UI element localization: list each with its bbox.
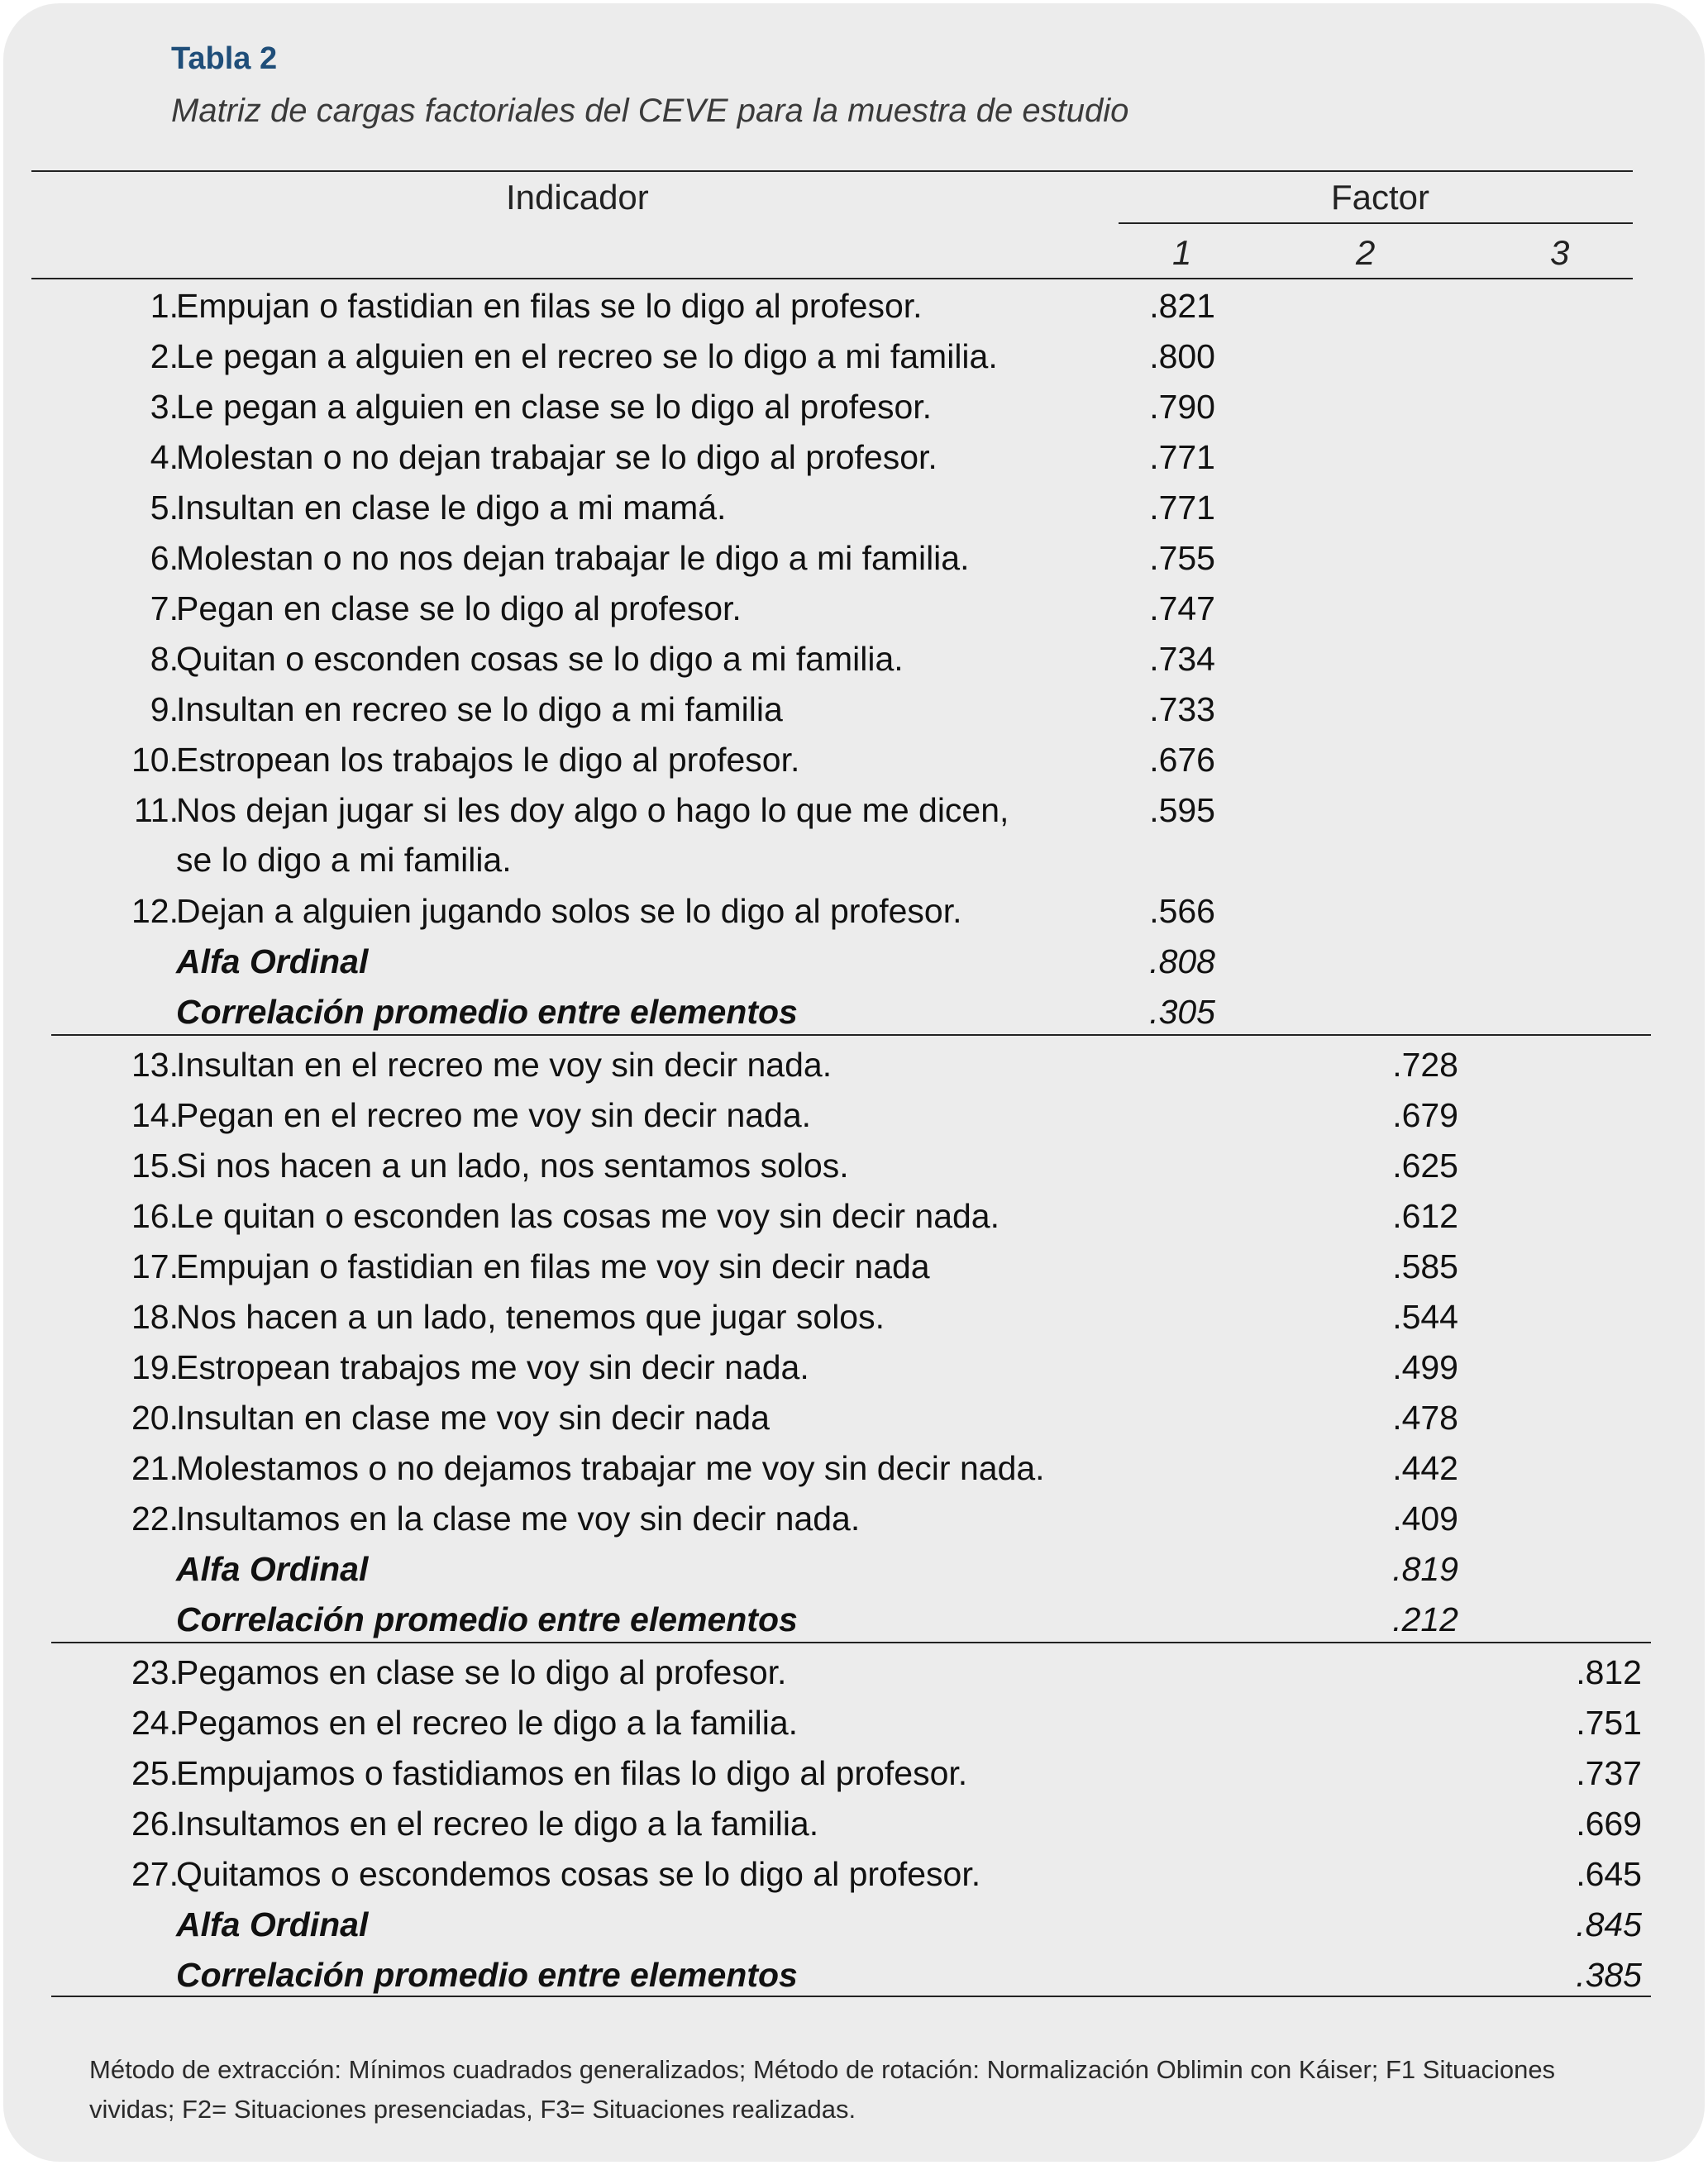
alpha-label: Alfa Ordinal xyxy=(176,1550,369,1588)
item-text: Le pegan a alguien en el recreo se lo digo a mi familia. xyxy=(176,337,998,375)
item-loading: .790 xyxy=(1149,388,1215,426)
item-text: Empujan o fastidian en filas me voy sin decir nada xyxy=(176,1247,930,1285)
item-text: Pegan en el recreo me voy sin decir nada. xyxy=(176,1096,812,1134)
top-rule xyxy=(31,170,1633,172)
item-loading: .595 xyxy=(1149,791,1215,829)
correlation-row xyxy=(0,1595,1708,1644)
item-text: Insultamos en la clase me voy sin decir nada. xyxy=(176,1500,861,1538)
table-row xyxy=(0,1090,1708,1140)
table-row xyxy=(0,684,1708,734)
item-number: 2. xyxy=(150,337,179,375)
header-bottom-rule xyxy=(31,278,1633,279)
item-text: Quitamos o escondemos cosas se lo digo al profesor. xyxy=(176,1855,981,1893)
table-row xyxy=(0,1494,1708,1543)
correlation-label: Correlación promedio entre elementos xyxy=(176,993,798,1031)
table-row xyxy=(0,1698,1708,1748)
item-number: 25. xyxy=(131,1754,179,1792)
table-row xyxy=(0,1748,1708,1798)
item-number: 3. xyxy=(150,388,179,426)
item-number: 12. xyxy=(131,892,179,930)
item-number: 18. xyxy=(131,1298,179,1336)
group-separator-rule xyxy=(51,1642,1651,1643)
table-row xyxy=(0,1040,1708,1090)
table-row xyxy=(0,331,1708,381)
correlation-value: .305 xyxy=(1149,993,1215,1031)
item-loading: .612 xyxy=(1392,1197,1458,1235)
group-separator-rule xyxy=(51,1996,1651,1997)
item-number: 15. xyxy=(131,1147,179,1185)
item-text: Pegamos en el recreo le digo a la familia. xyxy=(176,1704,799,1742)
item-number: 11. xyxy=(134,791,179,829)
item-text: Empujamos o fastidiamos en filas lo digo al profesor. xyxy=(176,1754,968,1792)
factor-rule xyxy=(1119,222,1633,224)
group-separator-rule xyxy=(51,1034,1651,1036)
table-note: Método de extracción: Mínimos cuadrados generalizados; Método de rotación: Normalización Oblimin con Káiser; F1 Situaciones vividas; F2= Situaciones presenciadas, F3= Situaciones realizadas. xyxy=(89,2055,1556,2124)
table-row xyxy=(0,281,1708,331)
item-loading: .679 xyxy=(1392,1096,1458,1134)
item-text: Nos hacen a un lado, tenemos que jugar solos. xyxy=(176,1298,885,1336)
table-row xyxy=(0,1141,1708,1190)
item-loading: .737 xyxy=(1576,1754,1642,1792)
item-loading: .728 xyxy=(1392,1046,1458,1084)
correlation-label: Correlación promedio entre elementos xyxy=(176,1956,798,1994)
item-text: Nos dejan jugar si les doy algo o hago lo que me dicen, se lo digo a mi familia. xyxy=(176,791,1009,879)
item-number: 9. xyxy=(150,690,179,728)
table-row xyxy=(0,1648,1708,1697)
correlation-row xyxy=(0,1950,1708,2000)
item-number: 1. xyxy=(150,287,179,325)
item-loading: .544 xyxy=(1392,1298,1458,1336)
item-loading: .585 xyxy=(1392,1247,1458,1285)
table-row xyxy=(0,886,1708,936)
item-number: 17. xyxy=(131,1247,179,1285)
correlation-value: .212 xyxy=(1392,1600,1458,1638)
item-loading: .771 xyxy=(1149,489,1215,527)
item-text: Le quitan o esconden las cosas me voy sin decir nada. xyxy=(176,1197,1000,1235)
table-row xyxy=(0,533,1708,583)
item-text: Insultan en el recreo me voy sin decir nada. xyxy=(176,1046,833,1084)
item-text: Le pegan a alguien en clase se lo digo al profesor. xyxy=(176,388,933,426)
item-text: Dejan a alguien jugando solos se lo digo al profesor. xyxy=(176,892,962,930)
factor-col-1: 1 xyxy=(1172,233,1192,272)
table-row xyxy=(0,785,1708,879)
item-loading: .499 xyxy=(1392,1348,1458,1386)
item-number: 21. xyxy=(131,1449,179,1487)
alpha-value: .808 xyxy=(1149,942,1215,980)
item-loading: .734 xyxy=(1149,640,1215,678)
table-row xyxy=(0,1849,1708,1899)
item-text: Estropean trabajos me voy sin decir nada. xyxy=(176,1348,809,1386)
correlation-row xyxy=(0,987,1708,1037)
correlation-label: Correlación promedio entre elementos xyxy=(176,1600,798,1638)
item-number: 23. xyxy=(131,1653,179,1691)
item-loading: .669 xyxy=(1576,1805,1642,1843)
alpha-row xyxy=(0,937,1708,986)
item-text: Si nos hacen a un lado, nos sentamos solos. xyxy=(176,1147,849,1185)
table-row xyxy=(0,382,1708,432)
item-number: 5. xyxy=(150,489,179,527)
item-text: Quitan o esconden cosas se lo digo a mi familia. xyxy=(176,640,904,678)
indicator-header: Indicador xyxy=(506,178,649,217)
table-row xyxy=(0,1443,1708,1493)
item-text: Molestan o no nos dejan trabajar le digo a mi familia. xyxy=(176,539,970,577)
item-loading: .442 xyxy=(1392,1449,1458,1487)
item-loading: .755 xyxy=(1149,539,1215,577)
table-row xyxy=(0,634,1708,684)
item-text: Empujan o fastidian en filas se lo digo al profesor. xyxy=(176,287,923,325)
item-text: Insultamos en el recreo le digo a la familia. xyxy=(176,1805,819,1843)
item-loading: .478 xyxy=(1392,1399,1458,1437)
item-loading: .409 xyxy=(1392,1500,1458,1538)
factor-header: Factor xyxy=(1331,178,1430,217)
alpha-value: .819 xyxy=(1392,1550,1458,1588)
item-loading: .676 xyxy=(1149,741,1215,779)
table-row xyxy=(0,735,1708,784)
alpha-label: Alfa Ordinal xyxy=(176,942,369,980)
item-text: Insultan en clase le digo a mi mamá. xyxy=(176,489,727,527)
table-row xyxy=(0,1393,1708,1443)
alpha-value: .845 xyxy=(1576,1905,1642,1943)
item-number: 6. xyxy=(150,539,179,577)
alpha-row xyxy=(0,1900,1708,1949)
item-number: 16. xyxy=(131,1197,179,1235)
item-text: Insultan en clase me voy sin decir nada xyxy=(176,1399,770,1437)
table-row xyxy=(0,432,1708,482)
item-text: Molestan o no dejan trabajar se lo digo al profesor. xyxy=(176,438,937,476)
item-number: 8. xyxy=(150,640,179,678)
item-number: 19. xyxy=(131,1348,179,1386)
item-text: Pegan en clase se lo digo al profesor. xyxy=(176,589,742,627)
item-loading: .812 xyxy=(1576,1653,1642,1691)
item-text: Insultan en recreo se lo digo a mi familia xyxy=(176,690,783,728)
item-loading: .747 xyxy=(1149,589,1215,627)
item-number: 4. xyxy=(150,438,179,476)
table-row xyxy=(0,1242,1708,1291)
table-row xyxy=(0,1342,1708,1392)
item-number: 22. xyxy=(131,1500,179,1538)
item-number: 14. xyxy=(131,1096,179,1134)
table-number: Tabla 2 xyxy=(171,41,278,76)
item-loading: .771 xyxy=(1149,438,1215,476)
factor-col-3: 3 xyxy=(1550,233,1570,272)
item-number: 20. xyxy=(131,1399,179,1437)
correlation-value: .385 xyxy=(1576,1956,1642,1994)
item-number: 24. xyxy=(131,1704,179,1742)
alpha-label: Alfa Ordinal xyxy=(176,1905,369,1943)
table-caption: Matriz de cargas factoriales del CEVE para la muestra de estudio xyxy=(171,93,1129,129)
factor-col-2: 2 xyxy=(1356,233,1376,272)
item-number: 10. xyxy=(131,741,179,779)
item-loading: .645 xyxy=(1576,1855,1642,1893)
item-number: 26. xyxy=(131,1805,179,1843)
item-number: 7. xyxy=(150,589,179,627)
table-row xyxy=(0,1292,1708,1342)
item-loading: .800 xyxy=(1149,337,1215,375)
item-text: Estropean los trabajos le digo al profesor. xyxy=(176,741,800,779)
item-loading: .821 xyxy=(1149,287,1215,325)
table-row xyxy=(0,1191,1708,1241)
table-row xyxy=(0,584,1708,633)
item-text: Pegamos en clase se lo digo al profesor. xyxy=(176,1653,787,1691)
item-loading: .625 xyxy=(1392,1147,1458,1185)
item-loading: .751 xyxy=(1576,1704,1642,1742)
table-row xyxy=(0,483,1708,532)
item-number: 13. xyxy=(131,1046,179,1084)
item-loading: .733 xyxy=(1149,690,1215,728)
alpha-row xyxy=(0,1544,1708,1594)
item-number: 27. xyxy=(131,1855,179,1893)
item-loading: .566 xyxy=(1149,892,1215,930)
table-row xyxy=(0,1799,1708,1848)
item-text: Molestamos o no dejamos trabajar me voy sin decir nada. xyxy=(176,1449,1045,1487)
